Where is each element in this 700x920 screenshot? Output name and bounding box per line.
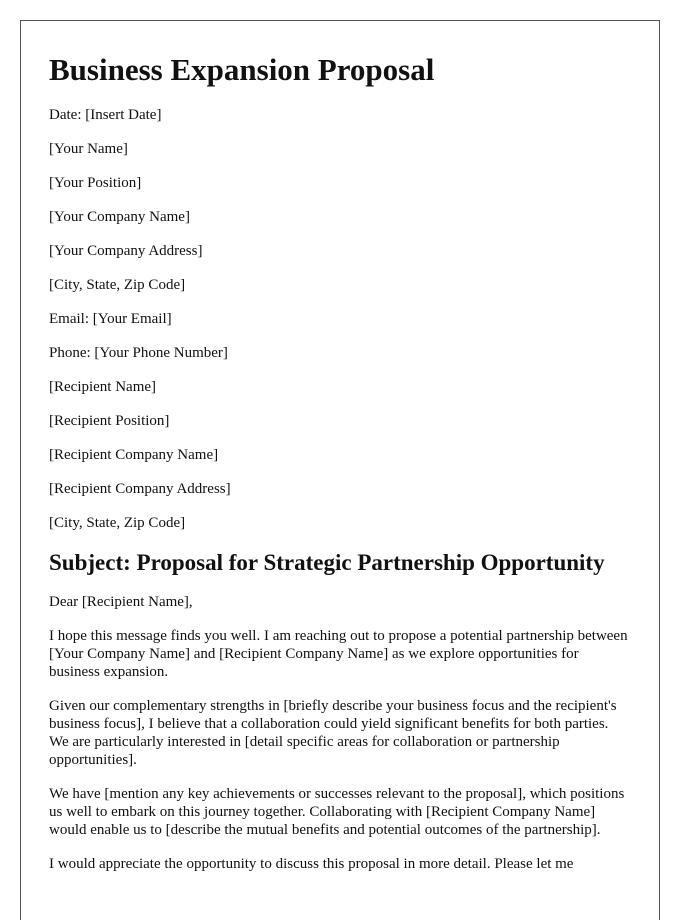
sender-city-state-zip: [City, State, Zip Code] <box>49 277 186 294</box>
recipient-address: [Recipient Company Address] <box>49 481 231 498</box>
sender-position: [Your Position] <box>49 175 142 192</box>
sender-company: [Your Company Name] <box>49 209 190 226</box>
sender-name: [Your Name] <box>49 141 128 158</box>
body-paragraph-2: Given our complementary strengths in [briefly describe your business focus and the recipient's business focus], I believe that a collaboration could yield significant benefits for both parties. We are particularly interested in [detail specific areas for collaboration or partnership opportunities]. <box>49 697 617 768</box>
document-title: Business Expansion Proposal <box>49 52 435 87</box>
body-paragraph-4: I would appreciate the opportunity to discuss this proposal in more detail. Please let me <box>49 855 574 872</box>
sender-phone: Phone: [Your Phone Number] <box>49 345 228 362</box>
letter-page <box>20 20 660 920</box>
recipient-company: [Recipient Company Name] <box>49 447 219 464</box>
sender-address: [Your Company Address] <box>49 243 203 260</box>
date-line: Date: [Insert Date] <box>49 107 162 124</box>
body-paragraph-1: I hope this message finds you well. I am reaching out to propose a potential partnership between [Your Company Name] and [Recipient Company Name] as we explore opportunities for business expansion. <box>49 627 628 680</box>
recipient-position: [Recipient Position] <box>49 413 170 430</box>
salutation: Dear [Recipient Name], <box>49 593 193 610</box>
recipient-city-state-zip: [City, State, Zip Code] <box>49 515 186 532</box>
recipient-name: [Recipient Name] <box>49 379 157 396</box>
subject-heading: Subject: Proposal for Strategic Partnership Opportunity <box>49 550 605 576</box>
sender-email: Email: [Your Email] <box>49 311 172 328</box>
body-paragraph-3: We have [mention any key achievements or successes relevant to the proposal], which positions us well to embark on this journey together. Collaborating with [Recipient Company Name] would enable us to [describe the mutual benefits and potential outcomes of the partnership]. <box>49 785 625 838</box>
